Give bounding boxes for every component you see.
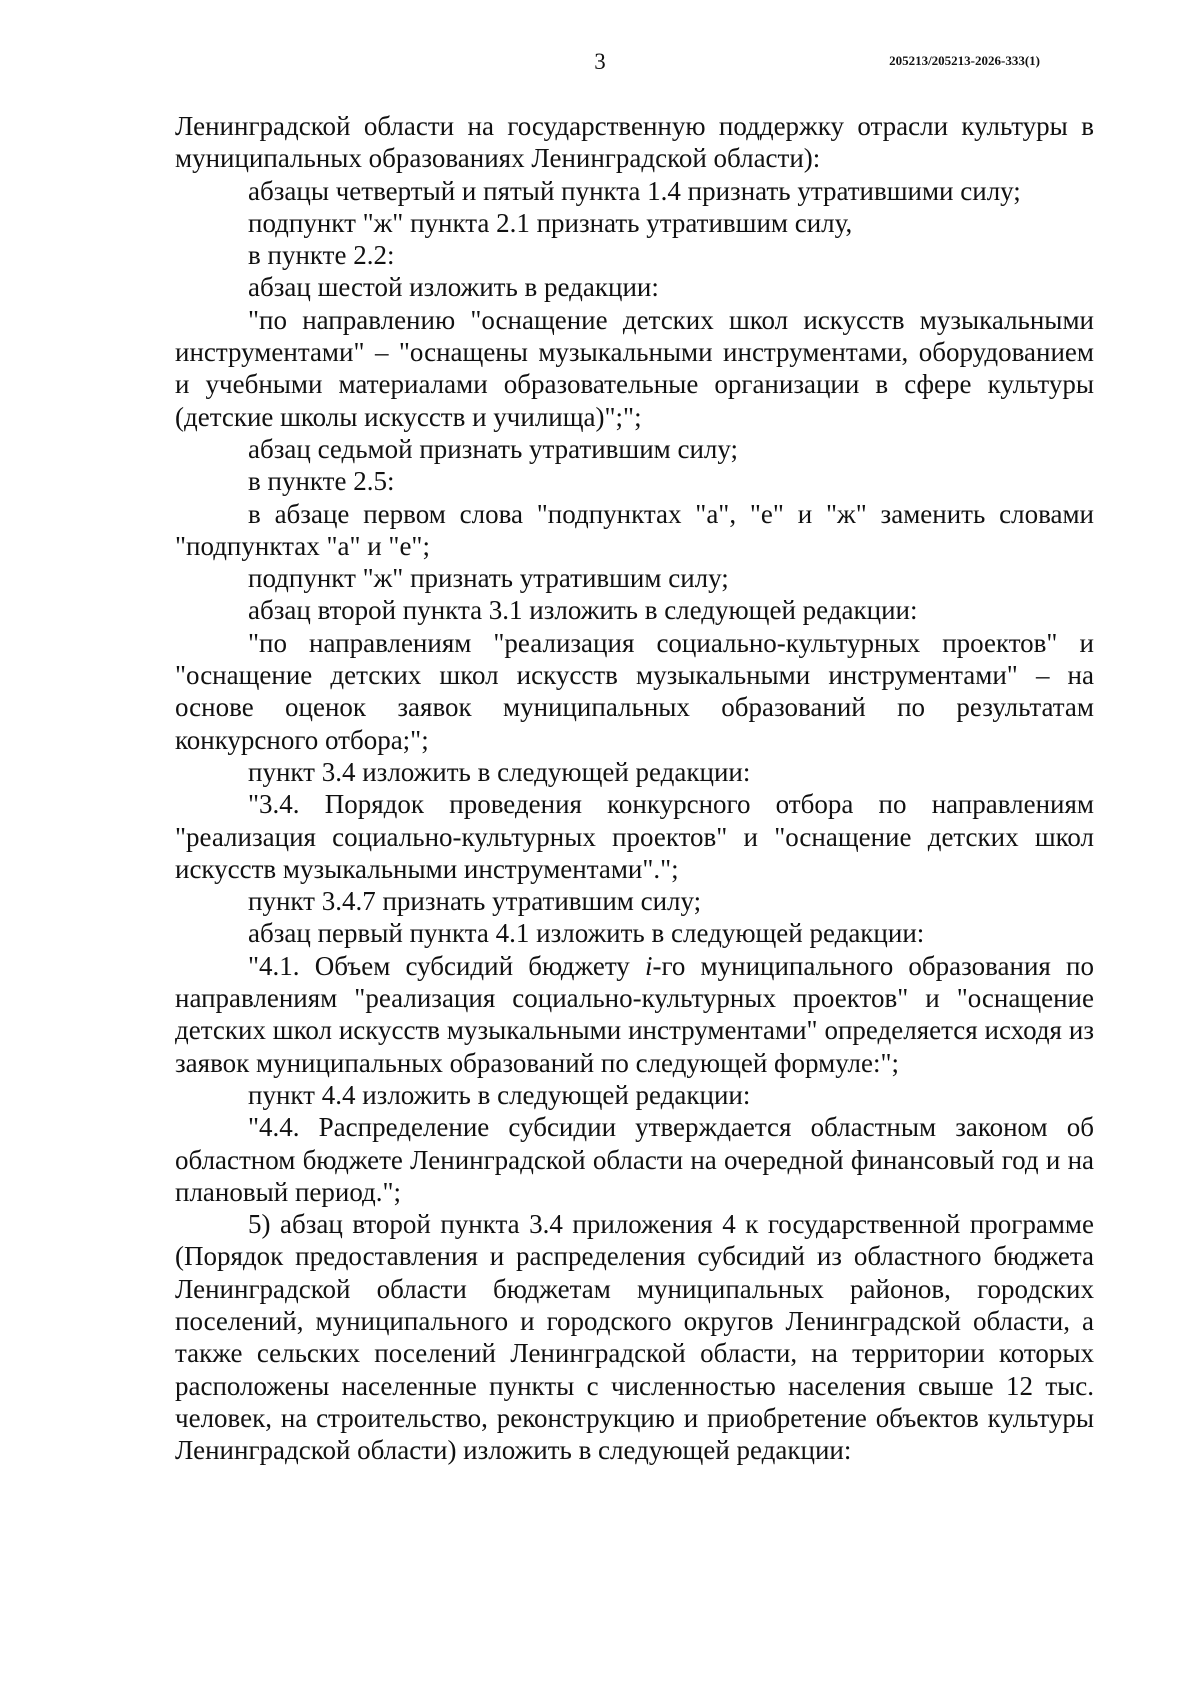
paragraph: "по направлениям "реализация социально-культурных проектов" и "оснащение детских школ искусств музыкальными инструментами" – на основе оценок заявок муниципальных образований по результатам конкурсного отбора;"; (175, 627, 1094, 755)
paragraph-text: -го муниципального образования по направлениям "реализация социально-культурных проектов" и "оснащение детских школ искусств музыкальными инструментами" определяется исходя из заявок муниципальных образований по следующей формуле:"; (175, 950, 1094, 1078)
page-number: 3 (594, 49, 606, 74)
paragraph: абзац первый пункта 4.1 изложить в следующей редакции: (248, 918, 925, 949)
paragraph: подпункт "ж" пункта 2.1 признать утратившим силу, (248, 207, 853, 238)
paragraph: в абзаце первом слова "подпунктах "а", "е" и "ж" заменить словами "подпунктах "а" и "е"; (175, 498, 1094, 561)
paragraph: 5) абзац второй пункта 3.4 приложения 4 к государственной программе (Порядок предоставления и распределения субсидий из областного бюджета Ленинградской области бюджетам муниципальных районов, городских поселений, муниципального и городского округов Ленинградской области, а также сельских поселений Ленинградской области, на территории которых расположены населенные пункты с численностью населения свыше 12 тыс. человек, на строительство, реконструкцию и приобретение объектов культуры Ленинградской области) изложить в следующей редакции: (175, 1209, 1094, 1466)
document-id: 205213/205213-2026-333(1) (889, 53, 1040, 68)
paragraph: абзац шестой изложить в редакции: (248, 272, 659, 303)
paragraph: абзац седьмой признать утратившим силу; (248, 433, 739, 464)
paragraph: пункт 3.4 изложить в следующей редакции: (248, 756, 751, 787)
italic-variable: i (644, 950, 653, 981)
paragraph: "по направлению "оснащение детских школ искусств музыкальными инструментами" – "оснащены музыкальными инструментами, оборудованием и учебными материалами образовательные организации в сфере культуры (детские школы искусств и училища)";"; (175, 304, 1094, 432)
paragraph: подпункт "ж" признать утратившим силу; (248, 563, 729, 594)
document-body (175, 110, 1094, 1466)
paragraph: "3.4. Порядок проведения конкурсного отбора по направлениям "реализация социально-культурных проектов" и "оснащение детских школ искусств музыкальными инструментами"."; (175, 789, 1094, 884)
paragraph: Ленинградской области на государственную поддержку отрасли культуры в муниципальных образованиях Ленинградской области): (175, 111, 1094, 174)
paragraph: "4.4. Распределение субсидии утверждается областным законом об областном бюджете Ленинградской области на очередной финансовый год и на плановый период."; (175, 1112, 1094, 1207)
paragraph-formula-intro (175, 950, 1094, 1079)
paragraph: в пункте 2.2: (248, 240, 395, 271)
paragraph: пункт 3.4.7 признать утратившим силу; (248, 886, 702, 917)
paragraph: абзацы четвертый и пятый пункта 1.4 признать утратившими силу; (248, 175, 1021, 206)
paragraph-text: "4.1. Объем субсидий бюджету (248, 950, 645, 981)
paragraph: абзац второй пункта 3.1 изложить в следующей редакции: (248, 595, 918, 626)
paragraph: пункт 4.4 изложить в следующей редакции: (248, 1079, 751, 1110)
paragraph: в пункте 2.5: (248, 466, 395, 497)
